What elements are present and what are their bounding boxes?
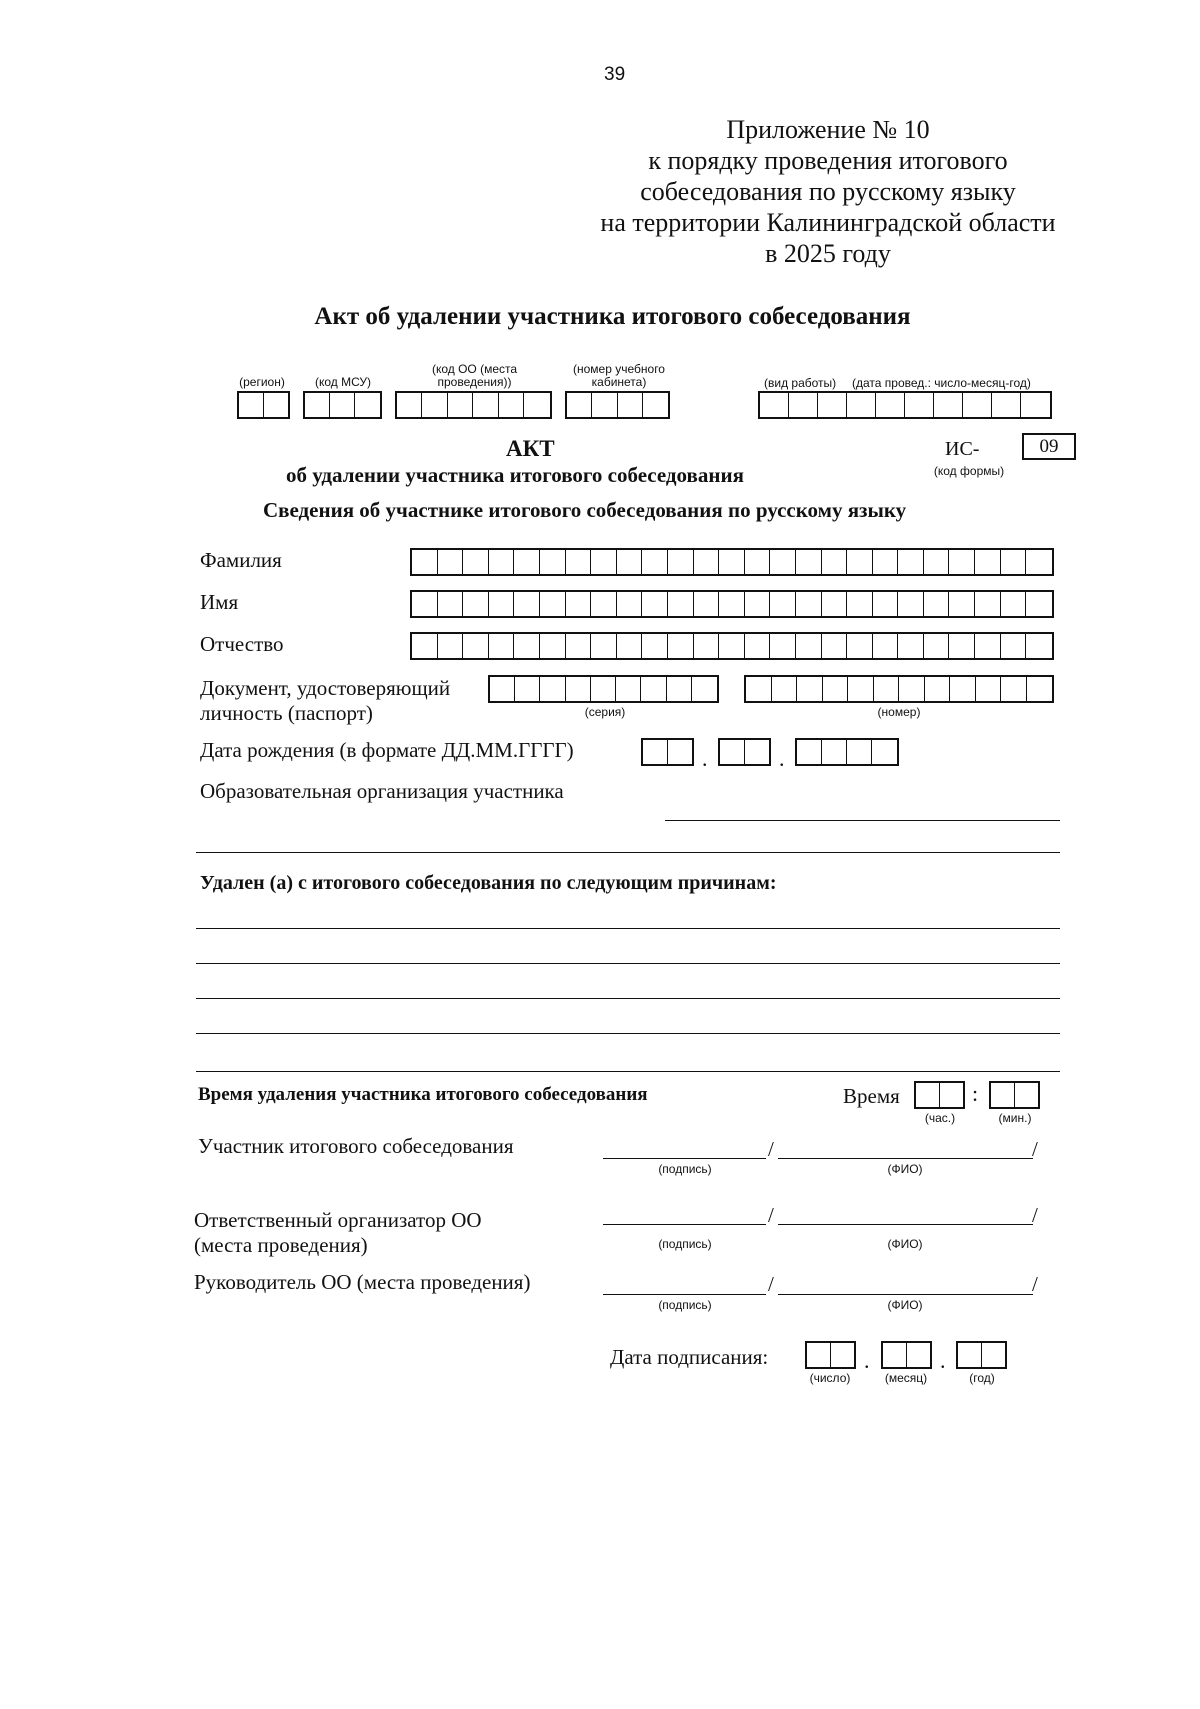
input-cell[interactable] — [438, 634, 464, 658]
input-cell[interactable] — [924, 592, 950, 616]
input-cell[interactable] — [796, 592, 822, 616]
surname-label: Фамилия — [200, 548, 282, 572]
form-code-caption: (код формы) — [933, 464, 1005, 478]
input-cell[interactable] — [591, 550, 617, 574]
input-cell[interactable] — [566, 550, 592, 574]
input-cell[interactable] — [540, 677, 565, 701]
caption-oo-line-1: (код ОО (места — [431, 362, 518, 376]
organization-line-1[interactable] — [665, 820, 1060, 821]
removal-time-heading: Время удаления участника итогового собеседования — [198, 1084, 648, 1105]
caption-room-line-1: (номер учебного — [573, 362, 665, 376]
caption-msu: (код МСУ) — [314, 375, 371, 389]
input-cell[interactable] — [975, 634, 1001, 658]
patronymic-boxes[interactable] — [410, 632, 1054, 660]
input-cell[interactable] — [617, 550, 643, 574]
input-cell[interactable] — [490, 677, 515, 701]
input-cell[interactable] — [822, 592, 848, 616]
caption-oo — [412, 363, 537, 389]
input-cell[interactable] — [847, 634, 873, 658]
msu-code-boxes[interactable] — [303, 391, 382, 419]
input-cell[interactable] — [694, 592, 720, 616]
head-signature-label: Руководитель ОО (места проведения) — [194, 1270, 531, 1294]
input-cell[interactable] — [412, 592, 438, 616]
input-cell[interactable] — [898, 634, 924, 658]
input-cell[interactable] — [515, 677, 540, 701]
organizer-slash-2: / — [1032, 1203, 1038, 1227]
minutes-caption: (мин.) — [998, 1111, 1032, 1125]
participant-sign-caption: (подпись) — [658, 1162, 712, 1176]
input-cell[interactable] — [745, 634, 771, 658]
input-cell[interactable] — [770, 550, 796, 574]
input-cell[interactable] — [745, 592, 771, 616]
input-cell[interactable] — [489, 550, 515, 574]
input-cell[interactable] — [642, 634, 668, 658]
input-cell[interactable] — [1001, 550, 1027, 574]
series-caption: (серия) — [584, 705, 626, 719]
input-cell[interactable] — [848, 677, 874, 701]
minutes-boxes[interactable] — [989, 1081, 1040, 1109]
input-cell[interactable] — [770, 592, 796, 616]
head-fio-caption: (ФИО) — [887, 1298, 923, 1312]
region-code-boxes[interactable] — [237, 391, 290, 419]
signing-dot-2: . — [940, 1348, 946, 1373]
room-number-boxes[interactable] — [565, 391, 670, 419]
document-label — [200, 676, 450, 726]
hours-caption: (час.) — [924, 1111, 956, 1125]
removal-reason-heading: Удален (а) с итогового собеседования по следующим причинам: — [200, 872, 777, 894]
input-cell[interactable] — [617, 592, 643, 616]
input-cell[interactable] — [1026, 550, 1052, 574]
organization-line-2[interactable] — [196, 852, 1060, 853]
organizer-sign-line[interactable] — [603, 1224, 766, 1225]
input-cell[interactable] — [874, 677, 900, 701]
input-cell[interactable] — [796, 550, 822, 574]
input-cell[interactable] — [489, 634, 515, 658]
caption-oo-line-2: проведения)) — [437, 375, 512, 389]
input-cell[interactable] — [566, 634, 592, 658]
input-cell[interactable] — [489, 592, 515, 616]
input-cell[interactable] — [412, 550, 438, 574]
birth-year-boxes[interactable] — [795, 738, 899, 766]
birth-date-label: Дата рождения (в формате ДД.ММ.ГГГГ) — [200, 738, 574, 762]
input-cell[interactable] — [540, 592, 566, 616]
passport-series-boxes[interactable] — [488, 675, 719, 703]
appendix-line-2: к порядку проведения итогового — [648, 146, 1008, 175]
reason-line-3[interactable] — [196, 998, 1060, 999]
work-type-date-boxes[interactable] — [758, 391, 1052, 419]
input-cell[interactable] — [797, 677, 823, 701]
time-label: Время — [843, 1084, 900, 1108]
appendix-line-4: на территории Калининградской области — [600, 208, 1056, 237]
input-cell[interactable] — [976, 677, 1002, 701]
head-fio-line[interactable] — [778, 1294, 1033, 1295]
organizer-signature-label — [194, 1208, 482, 1258]
input-cell[interactable] — [1027, 677, 1053, 701]
input-cell[interactable] — [770, 634, 796, 658]
input-cell[interactable] — [924, 634, 950, 658]
signing-month-caption: (месяц) — [884, 1371, 928, 1385]
signing-date-label: Дата подписания: — [610, 1345, 769, 1369]
organizer-fio-line[interactable] — [778, 1224, 1033, 1225]
organization-label: Образовательная организация участника — [200, 779, 564, 803]
input-cell[interactable] — [719, 634, 745, 658]
participant-fio-caption: (ФИО) — [887, 1162, 923, 1176]
input-cell[interactable] — [873, 550, 899, 574]
participant-sign-line[interactable] — [603, 1158, 766, 1159]
input-cell[interactable] — [566, 592, 592, 616]
passport-number-boxes[interactable] — [744, 675, 1054, 703]
organizer-sign-caption: (подпись) — [658, 1237, 712, 1251]
input-cell[interactable] — [616, 677, 641, 701]
input-cell[interactable] — [949, 550, 975, 574]
input-cell[interactable] — [823, 677, 849, 701]
head-slash-2: / — [1032, 1272, 1038, 1296]
participant-slash-1: / — [768, 1137, 774, 1161]
input-cell[interactable] — [438, 592, 464, 616]
input-cell[interactable] — [668, 550, 694, 574]
input-cell[interactable] — [822, 550, 848, 574]
input-cell[interactable] — [950, 677, 976, 701]
act-heading: АКТ — [506, 436, 555, 461]
signing-month-boxes[interactable] — [881, 1341, 932, 1369]
participant-signature-label: Участник итогового собеседования — [198, 1134, 514, 1158]
input-cell[interactable] — [949, 592, 975, 616]
main-title: Акт об удалении участника итогового собеседования — [314, 303, 911, 330]
signing-dot-1: . — [864, 1348, 870, 1373]
form-code-box: 09 — [1022, 433, 1076, 460]
input-cell[interactable] — [438, 550, 464, 574]
input-cell[interactable] — [1026, 592, 1052, 616]
input-cell[interactable] — [898, 550, 924, 574]
input-cell[interactable] — [975, 550, 1001, 574]
reason-line-1[interactable] — [196, 928, 1060, 929]
oo-code-boxes[interactable] — [395, 391, 552, 419]
input-cell[interactable] — [642, 592, 668, 616]
input-cell[interactable] — [668, 592, 694, 616]
input-cell[interactable] — [694, 550, 720, 574]
input-cell[interactable] — [591, 677, 616, 701]
head-sign-line[interactable] — [603, 1294, 766, 1295]
document-label-line-1: Документ, удостоверяющий — [200, 676, 451, 700]
input-cell[interactable] — [668, 634, 694, 658]
signing-year-boxes[interactable] — [956, 1341, 1007, 1369]
head-sign-caption: (подпись) — [658, 1298, 712, 1312]
appendix-line-1: Приложение № 10 — [726, 115, 930, 144]
page-number: 39 — [604, 64, 626, 85]
reason-line-4[interactable] — [196, 1033, 1060, 1034]
input-cell[interactable] — [873, 634, 899, 658]
participant-section-title: Сведения об участнике итогового собеседования по русскому языку — [263, 498, 907, 522]
birth-dot-2: . — [779, 746, 785, 771]
input-cell[interactable] — [463, 592, 489, 616]
input-cell[interactable] — [898, 592, 924, 616]
reason-line-5[interactable] — [196, 1071, 1060, 1072]
organizer-label-line-2: (места проведения) — [194, 1233, 368, 1257]
input-cell[interactable] — [822, 634, 848, 658]
input-cell[interactable] — [925, 677, 951, 701]
head-slash-1: / — [768, 1272, 774, 1296]
input-cell[interactable] — [694, 634, 720, 658]
appendix-line-5: в 2025 году — [765, 239, 891, 268]
caption-work-type: (вид работы) — [764, 376, 837, 390]
participant-slash-2: / — [1032, 1137, 1038, 1161]
number-caption: (номер) — [877, 705, 921, 719]
signing-day-boxes[interactable] — [805, 1341, 856, 1369]
act-subheading: об удалении участника итогового собеседования — [286, 463, 744, 487]
input-cell[interactable] — [1026, 634, 1052, 658]
name-boxes[interactable] — [410, 590, 1054, 618]
caption-room — [560, 363, 678, 389]
input-cell[interactable] — [975, 592, 1001, 616]
form-prefix: ИС- — [945, 438, 980, 460]
input-cell[interactable] — [514, 592, 540, 616]
caption-date: (дата провед.: число-месяц-год) — [852, 376, 1031, 390]
hours-boxes[interactable] — [914, 1081, 965, 1109]
input-cell[interactable] — [617, 634, 643, 658]
input-cell[interactable] — [412, 634, 438, 658]
input-cell[interactable] — [899, 677, 925, 701]
input-cell[interactable] — [772, 677, 798, 701]
input-cell[interactable] — [745, 550, 771, 574]
input-cell[interactable] — [1001, 677, 1027, 701]
surname-boxes[interactable] — [410, 548, 1054, 576]
input-cell[interactable] — [591, 592, 617, 616]
input-cell[interactable] — [1001, 592, 1027, 616]
birth-dot-1: . — [702, 746, 708, 771]
input-cell[interactable] — [566, 677, 591, 701]
input-cell[interactable] — [746, 677, 772, 701]
input-cell[interactable] — [540, 550, 566, 574]
input-cell[interactable] — [1001, 634, 1027, 658]
appendix-block — [593, 114, 1063, 269]
input-cell[interactable] — [641, 677, 666, 701]
reason-line-2[interactable] — [196, 963, 1060, 964]
input-cell[interactable] — [719, 550, 745, 574]
birth-day-boxes[interactable] — [641, 738, 694, 766]
input-cell[interactable] — [719, 592, 745, 616]
input-cell[interactable] — [642, 550, 668, 574]
name-label: Имя — [200, 590, 239, 614]
caption-room-line-2: кабинета) — [591, 375, 647, 389]
input-cell[interactable] — [796, 634, 822, 658]
participant-fio-line[interactable] — [778, 1158, 1033, 1159]
organizer-fio-caption: (ФИО) — [887, 1237, 923, 1251]
birth-month-boxes[interactable] — [718, 738, 771, 766]
input-cell[interactable] — [667, 677, 692, 701]
input-cell[interactable] — [692, 677, 717, 701]
input-cell[interactable] — [847, 592, 873, 616]
input-cell[interactable] — [591, 634, 617, 658]
input-cell[interactable] — [514, 634, 540, 658]
time-separator: : — [972, 1081, 979, 1106]
input-cell[interactable] — [514, 550, 540, 574]
input-cell[interactable] — [540, 634, 566, 658]
signing-year-caption: (год) — [969, 1371, 995, 1385]
organizer-slash-1: / — [768, 1203, 774, 1227]
input-cell[interactable] — [949, 634, 975, 658]
patronymic-label: Отчество — [200, 632, 284, 656]
signing-day-caption: (число) — [809, 1371, 851, 1385]
input-cell[interactable] — [847, 550, 873, 574]
input-cell[interactable] — [463, 634, 489, 658]
caption-region: (регион) — [239, 375, 285, 389]
organizer-label-line-1: Ответственный организатор ОО — [194, 1208, 482, 1232]
appendix-line-3: собеседования по русскому языку — [640, 177, 1016, 206]
input-cell[interactable] — [463, 550, 489, 574]
input-cell[interactable] — [873, 592, 899, 616]
document-label-line-2: личность (паспорт) — [200, 701, 373, 725]
input-cell[interactable] — [924, 550, 950, 574]
